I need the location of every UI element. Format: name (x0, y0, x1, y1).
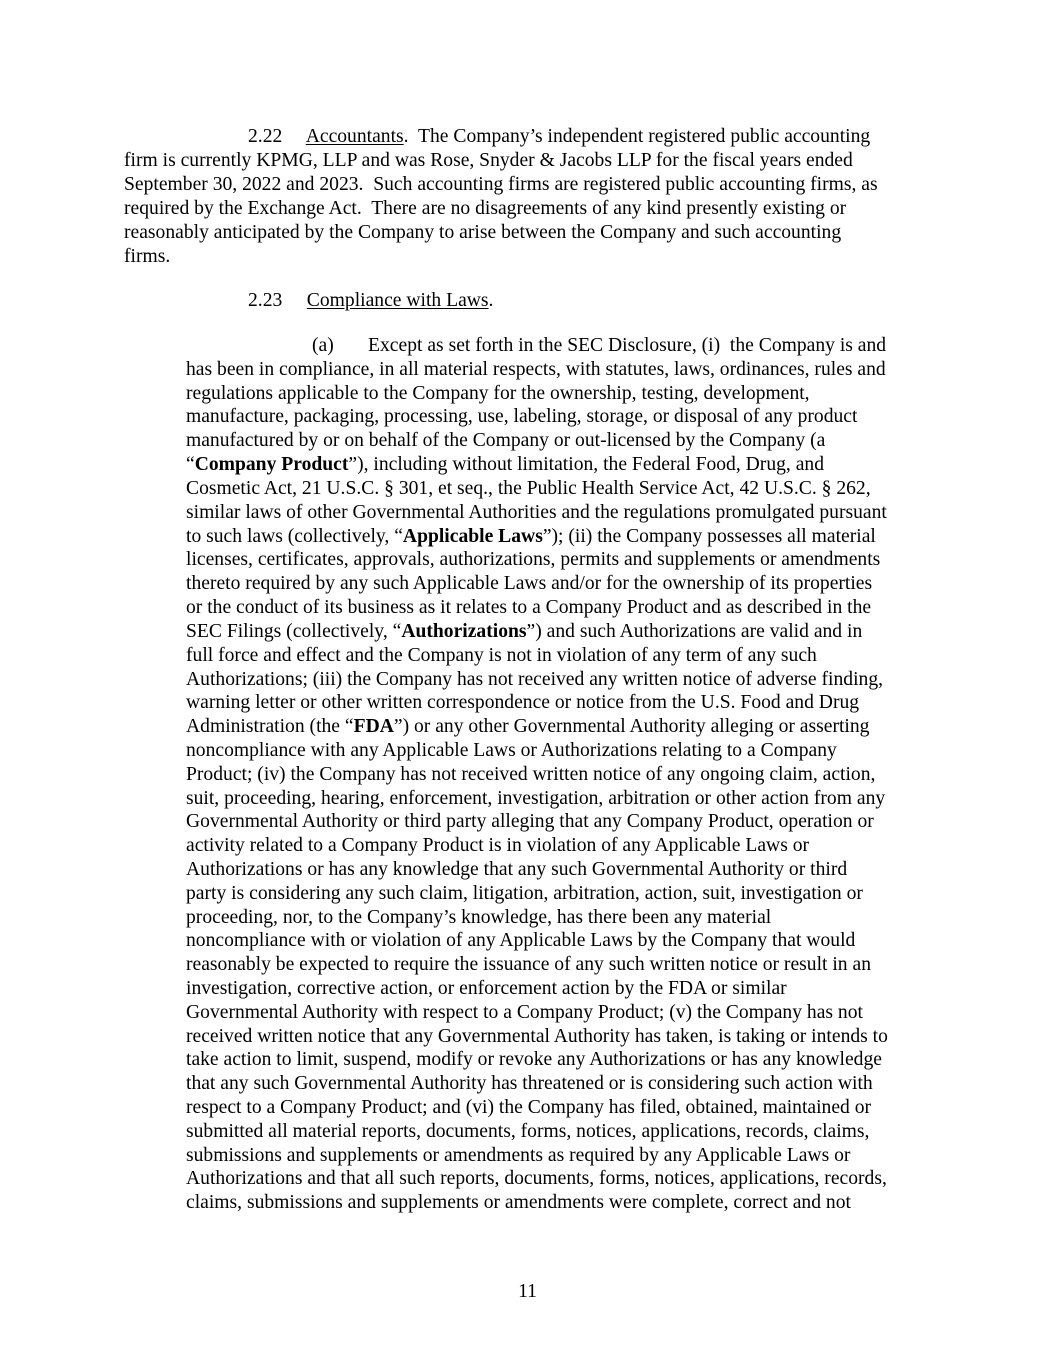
defined-term-fda: FDA (353, 716, 394, 737)
subsection-a-line: take action to limit, suspend, modify or revoke any Authorizations or has any knowledge (186, 1049, 882, 1070)
subsection-a-text: ”), including without limitation, the Federal Food, Drug, and (348, 454, 825, 475)
subsection-a-first-line (312, 334, 886, 358)
section-2-23-number: 2.23 (248, 290, 283, 311)
open-quote: “ (186, 454, 195, 475)
subsection-a-line (186, 525, 876, 549)
subsection-a-line: licenses, certificates, approvals, authorizations, permits and supplements or amendments (186, 549, 881, 570)
page-number: 11 (518, 1281, 537, 1302)
subsection-a-line (186, 715, 869, 739)
section-2-23-heading-suffix: . (488, 290, 494, 311)
subsection-a-line: submissions and supplements or amendments as required by any Applicable Laws or (186, 1145, 851, 1166)
subsection-a-text: to such laws (collectively, “ (186, 526, 403, 547)
subsection-a-text: SEC Filings (collectively, “ (186, 621, 402, 642)
section-2-22-number: 2.22 (248, 126, 283, 147)
subsection-a-text: ”); (ii) the Company possesses all material (542, 526, 876, 547)
subsection-a-line: proceeding, nor, to the Company’s knowledge, has there been any material (186, 907, 772, 928)
subsection-a-line: regulations applicable to the Company for the ownership, testing, development, (186, 383, 810, 404)
subsection-a-line: thereto required by any such Applicable Laws and/or for the ownership of its properties (186, 573, 873, 594)
subsection-a-line: full force and effect and the Company is not in violation of any term of any such (186, 645, 817, 666)
subsection-a-line: noncompliance with any Applicable Laws or Authorizations relating to a Company (186, 740, 837, 761)
section-2-22-line: firms. (124, 246, 171, 267)
subsection-a-line: Product; (iv) the Company has not received written notice of any ongoing claim, action, (186, 764, 876, 785)
subsection-a-line: submitted all material reports, documents, forms, notices, applications, records, claims, (186, 1121, 870, 1142)
subsection-a-line: noncompliance with or violation of any Applicable Laws by the Company that would (186, 930, 856, 951)
subsection-a-line: reasonably be expected to require the issuance of any such written notice or result in an (186, 954, 871, 975)
subsection-a-line: Governmental Authority or third party alleging that any Company Product, operation or (186, 811, 874, 832)
subsection-a-line (186, 620, 862, 644)
subsection-a-line: claims, submissions and supplements or amendments were complete, correct and not (186, 1192, 851, 1213)
section-2-22-line: firm is currently KPMG, LLP and was Rose, Snyder & Jacobs LLP for the fiscal years ended (124, 150, 853, 171)
subsection-a-text: Except as set forth in the SEC Disclosure, (i) the Company is and (368, 335, 887, 356)
subsection-a-line: investigation, corrective action, or enforcement action by the FDA or similar (186, 978, 787, 999)
defined-term-applicable-laws: Applicable Laws (402, 526, 543, 547)
section-2-22-text: . The Company’s independent registered public accounting (403, 126, 871, 147)
subsection-a-text: Administration (the “ (186, 716, 354, 737)
subsection-a-line: that any such Governmental Authority has threatened or is considering such action with (186, 1073, 873, 1094)
subsection-a-line: suit, proceeding, hearing, enforcement, investigation, arbitration or other action from any (186, 788, 886, 809)
subsection-a-line: respect to a Company Product; and (vi) the Company has filed, obtained, maintained or (186, 1097, 872, 1118)
section-2-23-heading-line (248, 289, 493, 313)
subsection-a-line: Governmental Authority with respect to a Company Product; (v) the Company has not (186, 1002, 863, 1023)
subsection-a-label: (a) (312, 335, 334, 356)
subsection-a-line: Authorizations and that all such reports, documents, forms, notices, applications, records, (186, 1168, 887, 1189)
subsection-a-line: Authorizations; (iii) the Company has not received any written notice of adverse finding, (186, 669, 884, 690)
subsection-a-line: received written notice that any Governmental Authority has taken, is taking or intends to (186, 1026, 888, 1047)
section-2-22-heading: Accountants (305, 126, 404, 147)
subsection-a-text: ”) and such Authorizations are valid and in (526, 621, 863, 642)
subsection-a-line: or the conduct of its business as it relates to a Company Product and as described in the (186, 597, 872, 618)
subsection-a-line (186, 453, 824, 477)
subsection-a-line: Authorizations or has any knowledge that any such Governmental Authority or third (186, 859, 848, 880)
defined-term-authorizations: Authorizations (401, 621, 527, 642)
subsection-a-line: manufactured by or on behalf of the Company or out-licensed by the Company (a (186, 430, 826, 451)
section-2-23-heading: Compliance with Laws (306, 290, 489, 311)
subsection-a-line: party is considering any such claim, litigation, arbitration, action, suit, investigation or (186, 883, 863, 904)
subsection-a-line: warning letter or other written correspondence or notice from the U.S. Food and Drug (186, 692, 860, 713)
defined-term-company-product: Company Product (194, 454, 349, 475)
section-2-22-line: September 30, 2022 and 2023. Such accounting firms are registered public accounting firms, as (124, 174, 878, 195)
subsection-a-text: ”) or any other Governmental Authority alleging or asserting (393, 716, 870, 737)
subsection-a-line: activity related to a Company Product is in violation of any Applicable Laws or (186, 835, 810, 856)
subsection-a-line: manufacture, packaging, processing, use, labeling, storage, or disposal of any product (186, 406, 858, 427)
subsection-a-line: has been in compliance, in all material respects, with statutes, laws, ordinances, rules and (186, 359, 886, 380)
subsection-a-line: similar laws of other Governmental Authorities and the regulations promulgated pursuant (186, 502, 887, 523)
subsection-a-line: Cosmetic Act, 21 U.S.C. § 301, et seq., the Public Health Service Act, 42 U.S.C. § 262, (186, 478, 871, 499)
section-2-22-line: reasonably anticipated by the Company to arise between the Company and such accounting (124, 222, 842, 243)
section-2-22-line: required by the Exchange Act. There are no disagreements of any kind presently existing or (124, 198, 847, 219)
section-2-22-first-line (248, 125, 870, 149)
